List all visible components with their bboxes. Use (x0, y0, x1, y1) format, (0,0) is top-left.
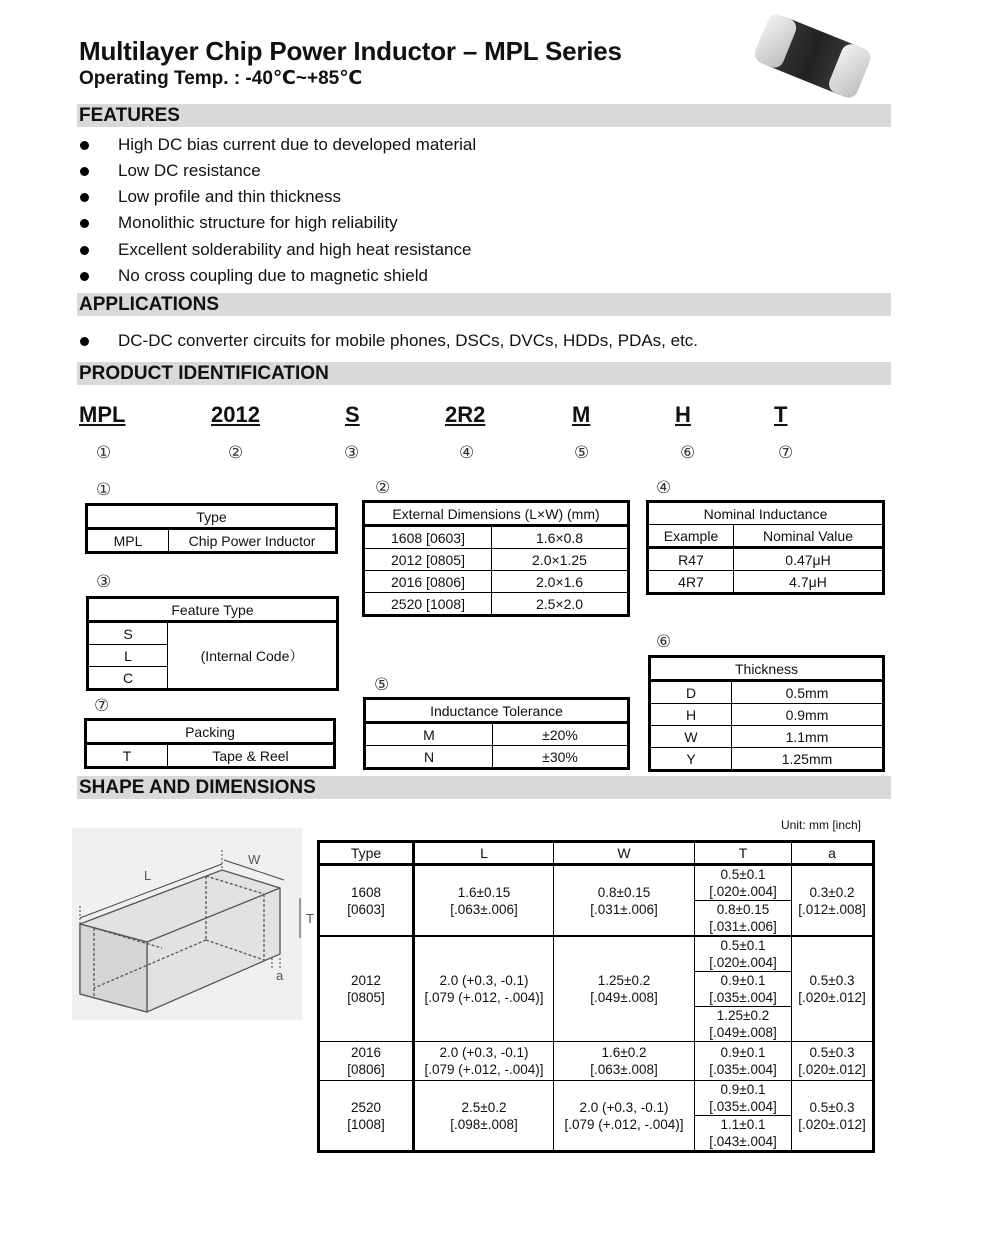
marker: ⑦ (778, 443, 794, 463)
table-cell: 1.25mm (732, 748, 884, 771)
table-cell: W (650, 726, 732, 748)
table-cell: 0.9mm (732, 704, 884, 726)
inductance-table-header: Nominal Inductance (648, 502, 884, 525)
table-cell: Y (650, 748, 732, 771)
inductance-table-marker: ④ (656, 478, 672, 498)
marker: ⑥ (680, 443, 696, 463)
shape-dimensions-table (317, 840, 875, 1153)
table-row: 1608 [0603] 1.6±0.15 [.063±.006] 0.8±0.15 [.031±.006] 0.5±0.1 [.020±.004] 0.3±0.2 [.012±.008] (319, 865, 874, 901)
table-cell: 2.5×2.0 (492, 593, 629, 616)
table-cell: 4.7μH (734, 571, 884, 594)
table-cell: H (650, 704, 732, 726)
code-series: MPL (79, 402, 126, 427)
dims-table-marker: ② (375, 478, 391, 498)
packing-table-marker: ⑦ (94, 696, 110, 716)
identification-heading: PRODUCT IDENTIFICATION (77, 362, 891, 385)
marker: ② (228, 443, 244, 463)
table-cell: 2520 [1008] (364, 593, 492, 616)
code-thickness: H (675, 402, 691, 427)
feature-type-table (86, 596, 339, 691)
table-row: 2012 [0805] 2.0 (+0.3, -0.1) [.079 (+.012, -.004)] 1.25±0.2 [.049±.008] 0.5±0.1 [.020±.004] 0.5±0.3 [.020±.012] (319, 936, 874, 972)
table-cell: D (650, 681, 732, 704)
inductance-tolerance-table (363, 697, 630, 770)
column-header: L (414, 842, 554, 865)
packing-table (84, 718, 336, 769)
table-cell: 1.6×0.8 (492, 526, 629, 549)
column-header: T (695, 842, 792, 865)
table-row: 2016 [0806] 2.0 (+0.3, -0.1) [.079 (+.012, -.004)] 1.6±0.2 [.063±.008] 0.9±0.1 [.035±.004] 0.5±0.3 [.020±.012] (319, 1042, 874, 1081)
chip-inductor-image (752, 12, 874, 98)
table-row: 2520 [1008] 2.5±0.2 [.098±.008] 2.0 (+0.3, -0.1) [.079 (+.012, -.004)] 0.9±0.1 [.035±.004] 0.5±0.3 [.020±.012] (319, 1081, 874, 1116)
dims-table-header: External Dimensions (L×W) (mm) (364, 502, 629, 526)
column-header: Type (319, 842, 414, 865)
features-heading: FEATURES (77, 104, 891, 127)
diagram-label-a: a (276, 968, 284, 983)
shape-heading: SHAPE AND DIMENSIONS (77, 776, 891, 799)
marker: ④ (459, 443, 475, 463)
diagram-label-L: L (144, 868, 152, 883)
type-table (85, 503, 338, 554)
table-cell: Tape & Reel (168, 744, 335, 768)
type-table-marker: ① (96, 480, 112, 500)
code-packing: T (774, 402, 788, 427)
table-cell: ±20% (493, 723, 629, 746)
table-cell: 1.1mm (732, 726, 884, 748)
table-cell: N (365, 746, 493, 769)
tolerance-table-header: Inductance Tolerance (365, 699, 629, 723)
table-cell: (Internal Code） (168, 622, 338, 690)
code-size: 2012 (211, 402, 260, 427)
table-cell: S (88, 622, 168, 645)
diagram-label-W: W (248, 852, 261, 867)
table-cell: MPL (87, 529, 169, 553)
code-feature: S (345, 402, 360, 427)
feature-table-marker: ③ (96, 572, 112, 592)
table-cell: 1608 [0603] (364, 526, 492, 549)
table-cell: 0.5mm (732, 681, 884, 704)
code-tolerance: M (572, 402, 591, 427)
page-title: Multilayer Chip Power Inductor – MPL Series (79, 36, 622, 66)
table-cell: M (365, 723, 493, 746)
external-dimensions-table (362, 500, 630, 617)
column-header: a (792, 842, 874, 865)
table-cell: 0.47μH (734, 548, 884, 571)
thickness-table-marker: ⑥ (656, 632, 672, 652)
diagram-label-T: T (306, 911, 314, 926)
packing-table-header: Packing (86, 720, 335, 744)
thickness-table-header: Thickness (650, 657, 884, 681)
table-cell: Example (648, 525, 734, 548)
table-cell: Nominal Value (734, 525, 884, 548)
table-cell: 2.0×1.6 (492, 571, 629, 593)
table-cell: ±30% (493, 746, 629, 769)
thickness-table (648, 655, 885, 772)
tolerance-table-marker: ⑤ (374, 675, 390, 695)
feature-table-header: Feature Type (88, 598, 338, 622)
marker: ⑤ (574, 443, 590, 463)
table-cell: T (86, 744, 168, 768)
table-cell: 2016 [0806] (364, 571, 492, 593)
table-row: 0.9±0.1 [.035±.004] (319, 972, 874, 1007)
applications-heading: APPLICATIONS (77, 293, 891, 316)
table-row: 1.25±0.2 [.049±.008] (319, 1007, 874, 1042)
chip-dimension-diagram (72, 828, 314, 1020)
table-cell: 2.0×1.25 (492, 549, 629, 571)
marker: ① (96, 443, 112, 463)
table-cell: Chip Power Inductor (169, 529, 337, 553)
table-row: 1.1±0.1 [.043±.004] (319, 1116, 874, 1152)
unit-label: Unit: mm [inch] (781, 818, 862, 832)
type-table-header: Type (87, 505, 337, 529)
table-row: 0.8±0.15 [.031±.006] (319, 901, 874, 937)
table-cell: R47 (648, 548, 734, 571)
table-cell: 2012 [0805] (364, 549, 492, 571)
table-cell: 4R7 (648, 571, 734, 594)
table-cell: L (88, 645, 168, 667)
column-header: W (554, 842, 695, 865)
nominal-inductance-table (646, 500, 885, 595)
marker: ③ (344, 443, 360, 463)
table-cell: C (88, 667, 168, 690)
operating-temp: Operating Temp. : -40℃~+85℃ (79, 68, 363, 89)
code-inductance: 2R2 (445, 402, 486, 427)
